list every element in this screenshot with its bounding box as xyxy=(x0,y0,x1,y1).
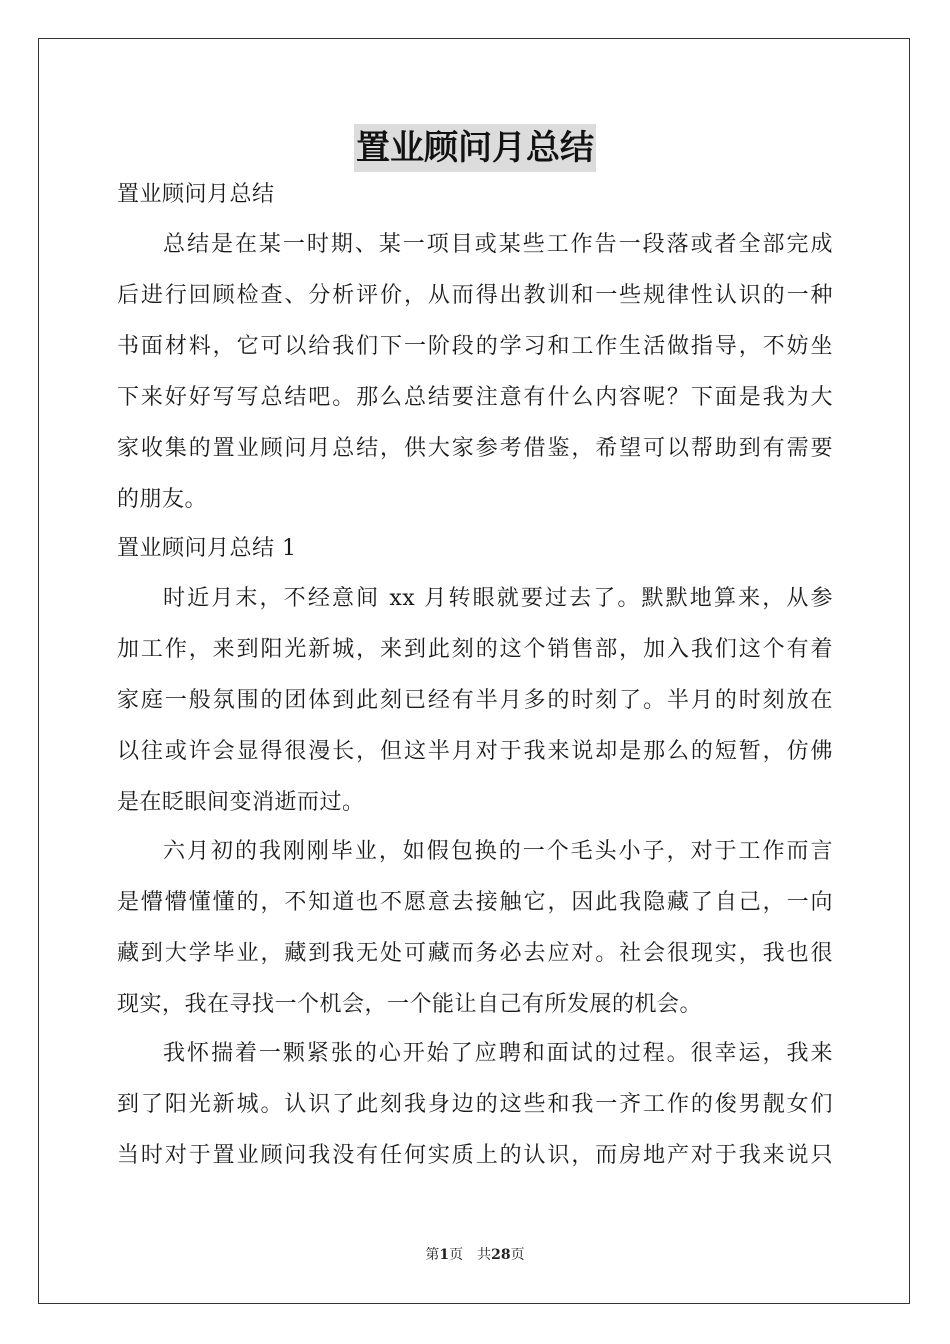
paragraph-line: 是懵懵懂懂的，不知道也不愿意去接触它，因此我隐藏了自己，一向 xyxy=(117,890,833,915)
total-pages: 28 xyxy=(491,1247,511,1263)
page-number: 1 xyxy=(439,1247,450,1263)
paragraph-3 xyxy=(117,1037,833,1173)
intro-paragraph xyxy=(117,228,833,517)
paragraph-line: 以往或许会显得很漫长，但这半月对于我来说却是那么的短暂，仿佛 xyxy=(117,739,833,764)
paragraph-line: 是在眨眼间变消逝而过。 xyxy=(117,790,365,815)
paragraph-line: 总结是在某一时期、某一项目或某些工作告一段落或者全部完成 xyxy=(163,232,833,257)
paragraph-line: 家收集的置业顾问月总结，供大家参考借鉴，希望可以帮助到有需要 xyxy=(117,436,833,461)
paragraph-line: 下来好好写写总结吧。那么总结要注意有什么内容呢？下面是我为大 xyxy=(117,385,833,410)
paragraph-1 xyxy=(117,582,833,820)
section-heading-1: 置业顾问月总结 1 xyxy=(117,536,297,561)
paragraph-line: 我怀揣着一颗紧张的心开始了应聘和面试的过程。很幸运，我来 xyxy=(163,1041,833,1066)
paragraph-line: 家庭一般氛围的团体到此刻已经有半月多的时刻了。半月的时刻放在 xyxy=(117,688,833,713)
page-suffix: 页 xyxy=(449,1247,464,1263)
paragraph-line: 当时对于置业顾问我没有任何实质上的认识，而房地产对于我来说只 xyxy=(117,1143,833,1168)
total-suffix: 页 xyxy=(510,1247,525,1263)
paragraph-line: 后进行回顾检查、分析评价，从而得出教训和一些规律性认识的一种 xyxy=(117,283,833,308)
paragraph-line: 书面材料，它可以给我们下一阶段的学习和工作生活做指导，不妨坐 xyxy=(117,334,833,359)
paragraph-line: 的朋友。 xyxy=(117,487,208,512)
paragraph-line: 藏到大学毕业，藏到我无处可藏而务必去应对。社会很现实，我也很 xyxy=(117,941,833,966)
paragraph-line: 六月初的我刚刚毕业，如假包换的一个毛头小子，对于工作而言 xyxy=(163,839,833,864)
title-container xyxy=(0,124,950,172)
paragraph-line: 现实，我在寻找一个机会，一个能让自己有所发展的机会。 xyxy=(117,992,703,1017)
paragraph-line: 加工作，来到阳光新城，来到此刻的这个销售部，加入我们这个有着 xyxy=(117,637,833,662)
paragraph-line: 时近月末，不经意间 xx 月转眼就要过去了。默默地算来，从参 xyxy=(163,586,833,611)
paragraph-2 xyxy=(117,835,833,1022)
paragraph-line: 到了阳光新城。认识了此刻我身边的这些和我一齐工作的俊男靓女们 xyxy=(117,1092,833,1117)
total-prefix: 共 xyxy=(477,1247,492,1263)
document-title: 置业顾问月总结 xyxy=(354,124,596,172)
document-body xyxy=(117,178,833,1190)
section-heading: 置业顾问月总结 xyxy=(117,182,275,207)
page-prefix: 第 xyxy=(425,1247,440,1263)
page-footer xyxy=(0,1244,950,1264)
